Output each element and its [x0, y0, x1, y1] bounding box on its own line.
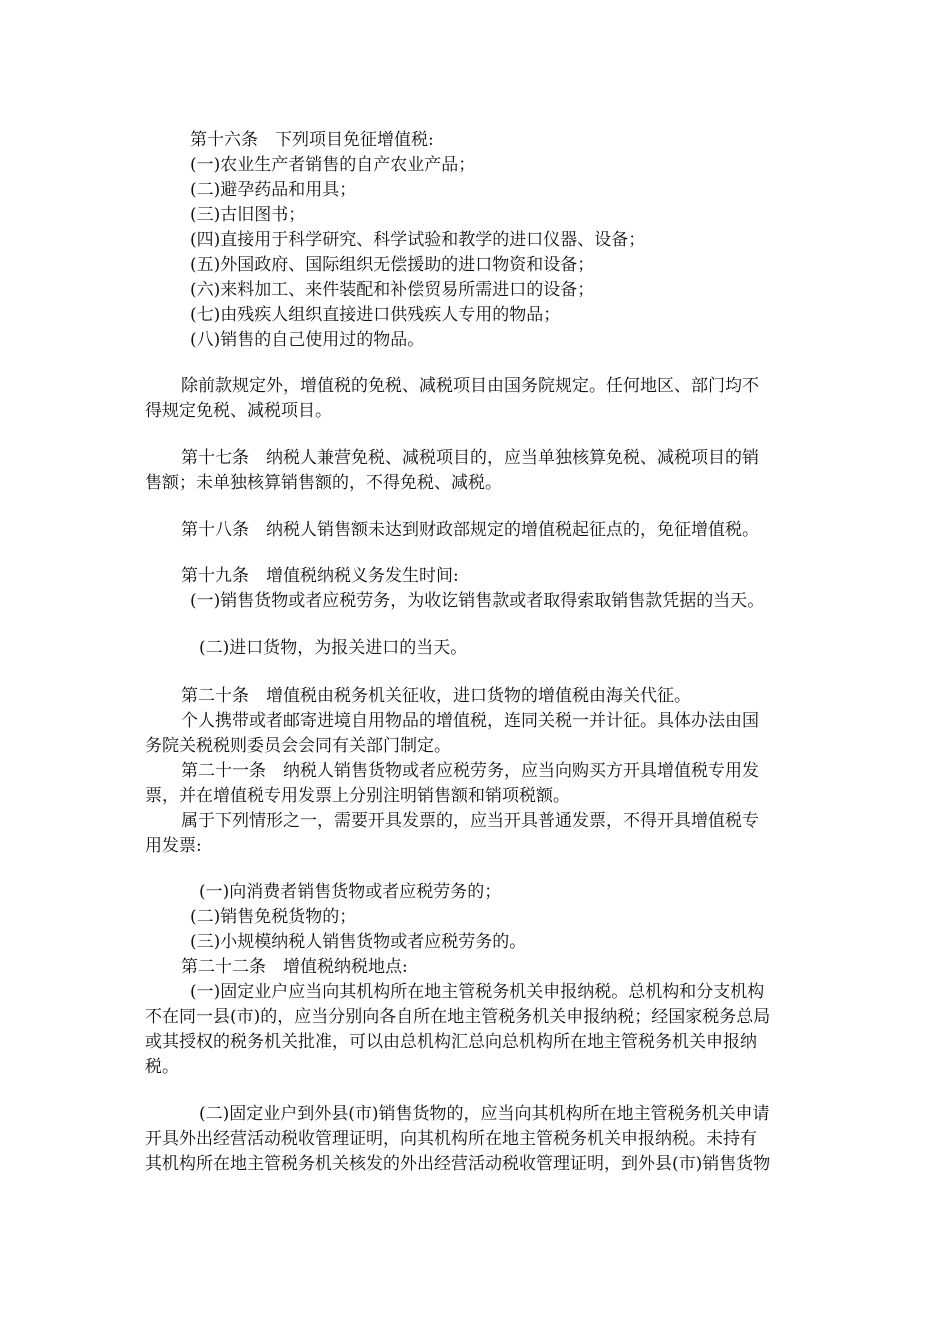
- article-16-item-2: (二)避孕药品和用具；: [190, 180, 357, 200]
- article-17-line-2: 售额；未单独核算销售额的，不得免税、减税。: [145, 473, 502, 493]
- article-16-item-6: (六)来料加工、来件装配和补偿贸易所需进口的设备；: [190, 280, 595, 300]
- article-16-para-line-1: 除前款规定外，增值税的免税、减税项目由国务院规定。任何地区、部门均不: [181, 376, 759, 396]
- article-21-para2-line-1: 属于下列情形之一，需要开具发票的，应当开具普通发票，不得开具增值税专: [181, 811, 759, 831]
- article-16-heading: 第十六条 下列项目免征增值税:: [190, 130, 434, 150]
- article-18: 第十八条 纳税人销售额未达到财政部规定的增值税起征点的，免征增值税。: [181, 520, 759, 540]
- article-16-item-5: (五)外国政府、国际组织无偿援助的进口物资和设备；: [190, 255, 595, 275]
- article-17-line-1: 第十七条 纳税人兼营免税、减税项目的，应当单独核算免税、减税项目的销: [181, 448, 759, 468]
- article-22-item-2-line-1: (二)固定业户到外县(市)销售货物的，应当向其机构所在地主管税务机关申请: [199, 1104, 770, 1124]
- article-19-heading: 第十九条 增值税纳税义务发生时间:: [181, 566, 459, 586]
- article-20-para-line-2: 务院关税税则委员会会同有关部门制定。: [145, 736, 451, 756]
- article-16-item-4: (四)直接用于科学研究、科学试验和教学的进口仪器、设备；: [190, 230, 646, 250]
- article-20-para-line-1: 个人携带或者邮寄进境自用物品的增值税，连同关税一并计征。具体办法由国: [181, 711, 759, 731]
- article-21-line-2: 票，并在增值税专用发票上分别注明销售额和销项税额。: [145, 786, 570, 806]
- article-22-item-1-line-3: 或其授权的税务机关批准，可以由总机构汇总向总机构所在地主管税务机关申报纳: [145, 1032, 757, 1052]
- article-16-item-8: (八)销售的自己使用过的物品。: [190, 330, 425, 350]
- article-22-item-1-line-1: (一)固定业户应当向其机构所在地主管税务机关申报纳税。总机构和分支机构: [190, 982, 765, 1002]
- article-20-line-1: 第二十条 增值税由税务机关征收，进口货物的增值税由海关代征。: [181, 686, 691, 706]
- article-19-item-1: (一)销售货物或者应税劳务，为收讫销售款或者取得索取销售款凭据的当天。: [190, 591, 765, 611]
- article-19-item-2: (二)进口货物，为报关进口的当天。: [199, 638, 468, 658]
- article-22-item-1-line-4: 税。: [145, 1057, 179, 1077]
- article-21-item-2: (二)销售免税货物的；: [190, 907, 357, 927]
- article-22-item-2-line-3: 其机构所在地主管税务机关核发的外出经营活动税收管理证明，到外县(市)销售货物: [145, 1154, 771, 1174]
- article-21-para2-line-2: 用发票:: [145, 836, 202, 856]
- article-22-heading: 第二十二条 增值税纳税地点:: [181, 957, 408, 977]
- article-16-item-7: (七)由残疾人组织直接进口供残疾人专用的物品；: [190, 305, 561, 325]
- article-21-line-1: 第二十一条 纳税人销售货物或者应税劳务，应当向购买方开具增值税专用发: [181, 761, 759, 781]
- article-21-item-3: (三)小规模纳税人销售货物或者应税劳务的。: [190, 932, 527, 952]
- article-22-item-2-line-2: 开具外出经营活动税收管理证明，向其机构所在地主管税务机关申报纳税。未持有: [145, 1129, 757, 1149]
- article-16-para-line-2: 得规定免税、减税项目。: [145, 401, 332, 421]
- article-16-item-3: (三)古旧图书；: [190, 205, 306, 225]
- article-21-item-1: (一)向消费者销售货物或者应税劳务的；: [199, 882, 502, 902]
- article-22-item-1-line-2: 不在同一县(市)的，应当分别向各自所在地主管税务机关申报纳税；经国家税务总局: [145, 1007, 771, 1027]
- article-16-item-1: (一)农业生产者销售的自产农业产品；: [190, 155, 476, 175]
